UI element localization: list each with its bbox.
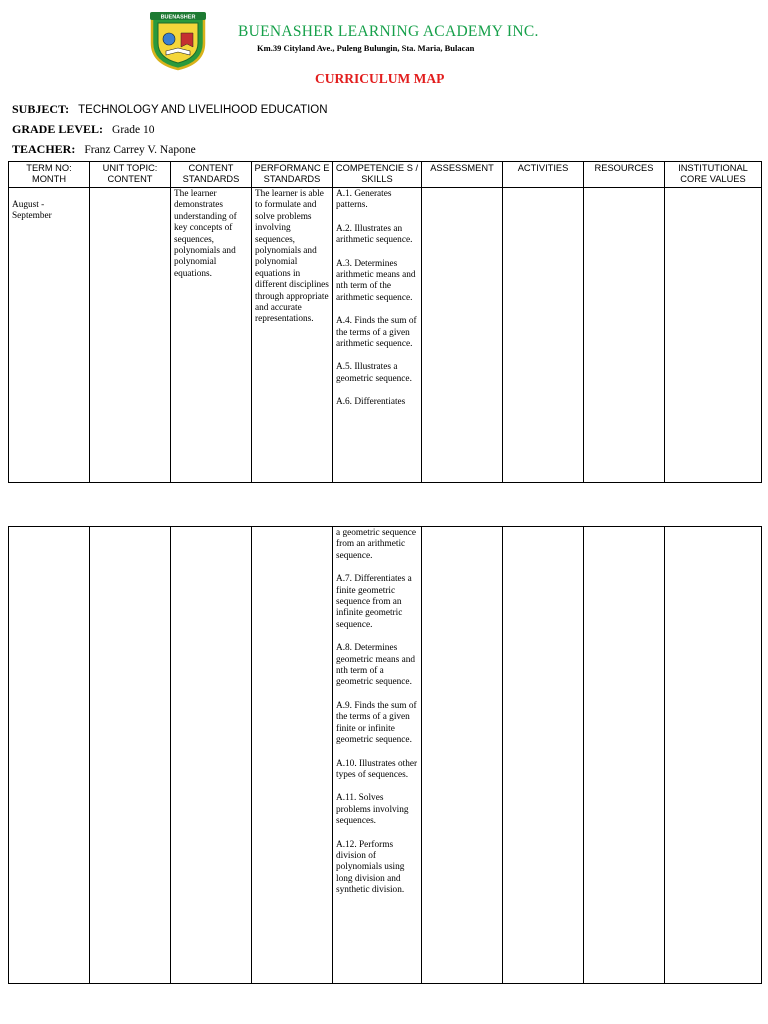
col-header-competencies: COMPETENCIE S / SKILLS (333, 162, 422, 188)
competency-item: A.6. Differentiates (336, 397, 406, 408)
subject-line (12, 102, 328, 117)
term-cell (9, 527, 90, 984)
col-header-performance-standards: PERFORMANC E STANDARDS (252, 162, 333, 188)
table-row (9, 527, 762, 984)
curriculum-table-page-2 (8, 526, 762, 984)
term-cell: August - September (9, 188, 90, 483)
resources-cell (584, 188, 665, 483)
competency-item: A.3. Determines arithmetic means and nth term of the arithmetic sequence. (336, 258, 416, 303)
school-name: BUENASHER LEARNING ACADEMY INC. (238, 23, 539, 40)
competency-item: A.9. Finds the sum of the terms of a given finite or infinite geometric sequence. (336, 700, 417, 746)
col-header-core-values: INSTITUTIONAL CORE VALUES (665, 162, 762, 188)
document-title: CURRICULUM MAP (315, 71, 445, 86)
col-header-assessment: ASSESSMENT (422, 162, 503, 188)
teacher-label: TEACHER: (12, 142, 76, 156)
curriculum-table-page-1 (8, 161, 762, 483)
competency-item: A.10. Illustrates other types of sequences. (336, 758, 418, 780)
competencies-cell (333, 188, 422, 483)
competency-item: A.2. Illustrates an arithmetic sequence. (336, 223, 413, 246)
teacher-value: Franz Carrey V. Napone (84, 144, 196, 156)
grade-value: Grade 10 (112, 124, 155, 136)
resources-cell (584, 527, 665, 984)
unit-cell (90, 188, 171, 483)
performance-standards-cell: The learner is able to formulate and solve problems involving sequences, polynomials and polynomial equations in different disciplines through appropriate and accurate representations. (252, 188, 333, 483)
subject-value: TECHNOLOGY AND LIVELIHOOD EDUCATION (78, 104, 328, 116)
table-row (9, 188, 762, 483)
col-header-activities: ACTIVITIES (503, 162, 584, 188)
school-logo (146, 9, 210, 71)
unit-cell (90, 527, 171, 984)
competency-item: A.8. Determines geometric means and nth term of a geometric sequence. (336, 643, 415, 688)
content-standards-cell (171, 527, 252, 984)
competency-item: A.7. Differentiates a finite geometric sequence from an infinite geometric sequence. (336, 574, 412, 630)
school-address: Km.39 Cityland Ave., Puleng Bulungin, Sta. Maria, Bulacan (257, 43, 475, 53)
core-values-cell (665, 527, 762, 984)
grade-line (12, 122, 154, 137)
col-header-term: TERM NO: MONTH (9, 162, 90, 188)
subject-label: SUBJECT: (12, 102, 70, 116)
competency-item: A.5. Illustrates a geometric sequence. (336, 362, 412, 384)
teacher-line (12, 142, 196, 157)
competency-item: A.12. Performs division of polynomials using long division and synthetic division. (336, 839, 405, 896)
core-values-cell (665, 188, 762, 483)
col-header-resources: RESOURCES (584, 162, 665, 188)
activities-cell (503, 188, 584, 483)
col-header-content-standards: CONTENT STANDARDS (171, 162, 252, 188)
competency-item: a geometric sequence from an arithmetic sequence. (336, 528, 417, 561)
table-header-row (9, 162, 762, 188)
competency-item: A.4. Finds the sum of the terms of a given arithmetic sequence. (336, 316, 417, 350)
competency-item: A.1. Generates patterns. (336, 189, 392, 211)
competencies-cell (333, 527, 422, 984)
competency-item: A.11. Solves problems involving sequences. (336, 793, 409, 827)
assessment-cell (422, 527, 503, 984)
performance-standards-cell (252, 527, 333, 984)
col-header-unit: UNIT TOPIC: CONTENT (90, 162, 171, 188)
assessment-cell (422, 188, 503, 483)
content-standards-cell: The learner demonstrates understanding of key concepts of sequences, polynomials and polynomial equations. (171, 188, 252, 483)
grade-label: GRADE LEVEL: (12, 122, 104, 136)
activities-cell (503, 527, 584, 984)
logo-banner-text: BUENASHER (160, 14, 196, 21)
